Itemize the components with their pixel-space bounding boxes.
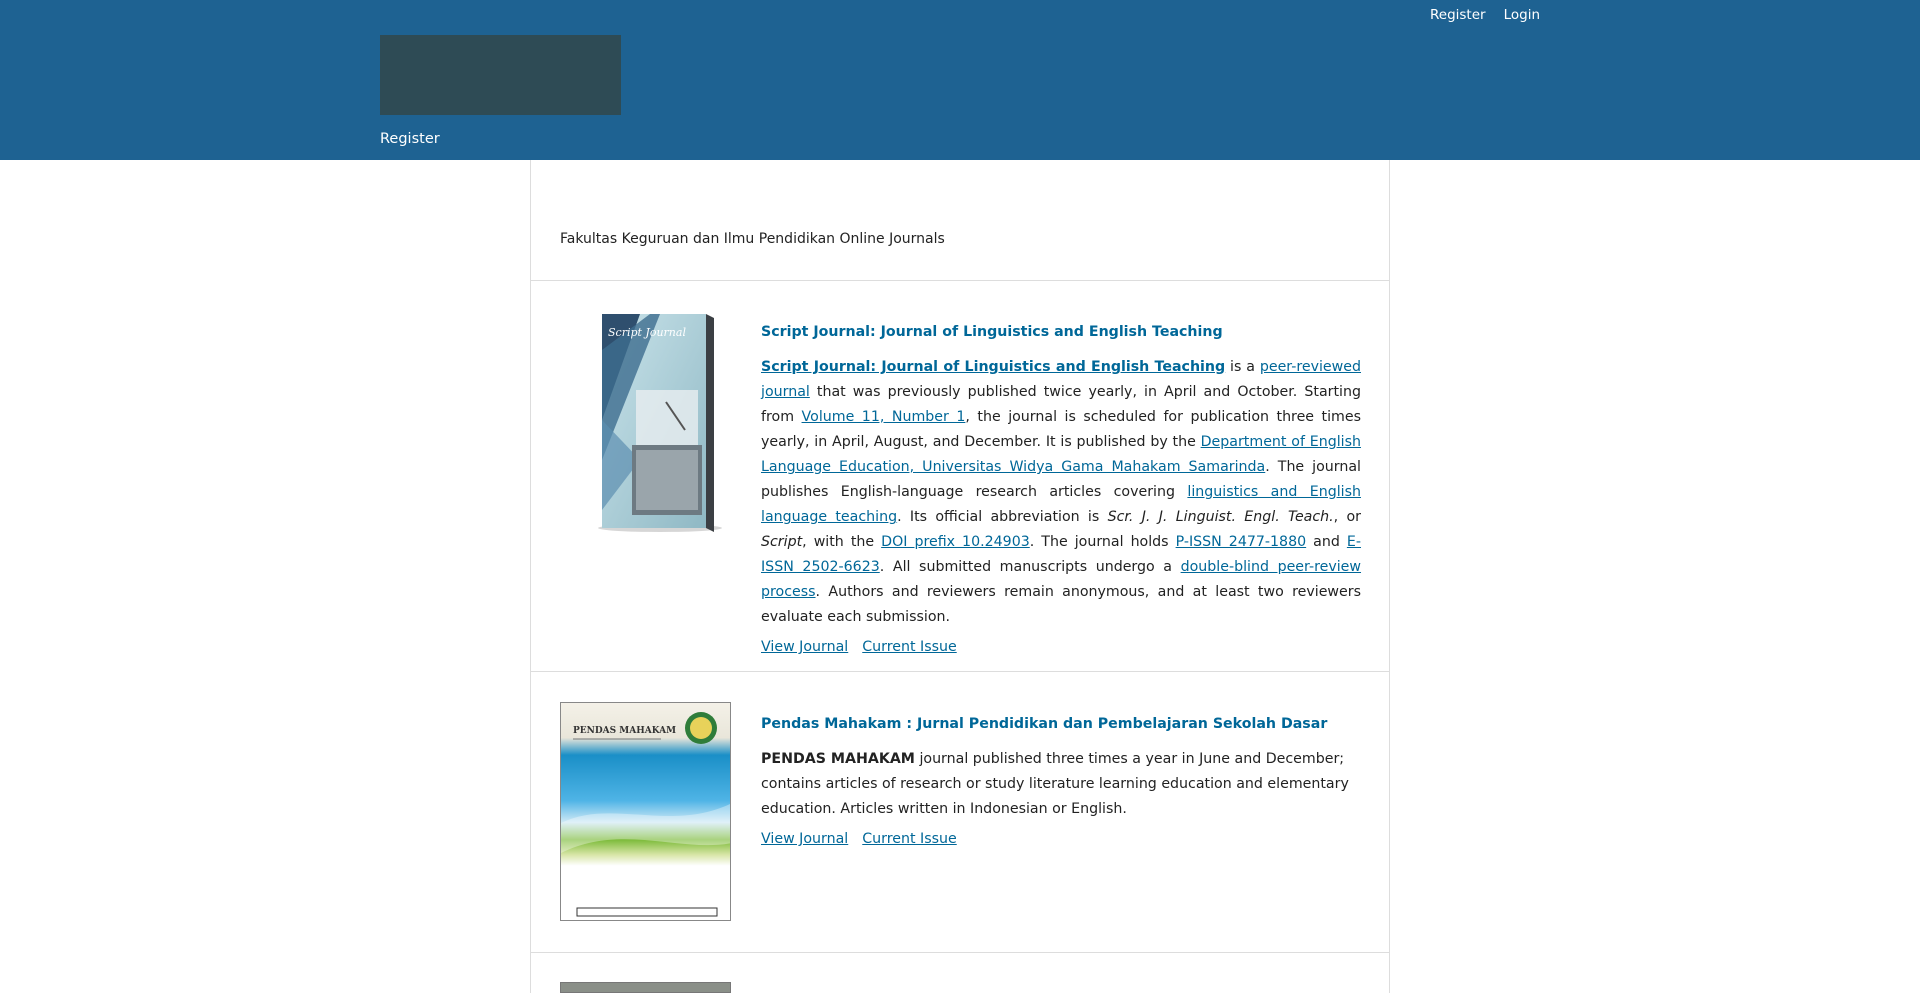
journal-thumbnail[interactable] <box>560 982 731 993</box>
journal-links <box>761 830 1361 848</box>
department-link[interactable]: Department of English Language Education, Universitas Widya Gama Mahakam Samarinda <box>761 434 1361 475</box>
cover-graphic <box>561 703 731 921</box>
journal-name-link[interactable]: Script Journal: Journal of Linguistics and English Teaching <box>761 359 1226 375</box>
journal-description <box>761 747 1361 822</box>
register-link[interactable]: Register <box>1429 7 1486 23</box>
doi-link[interactable]: DOI prefix 10.24903 <box>881 534 1030 550</box>
journal-cover-image <box>560 702 731 921</box>
volume-link[interactable]: Volume 11, Number 1 <box>801 409 966 425</box>
current-issue-link[interactable]: Current Issue <box>862 639 957 655</box>
short-name-text: Script <box>761 534 803 550</box>
abbreviation-text: Scr. J. J. Linguist. Engl. Teach. <box>1107 509 1334 525</box>
site-header <box>0 0 1920 160</box>
view-journal-link[interactable]: View Journal <box>761 639 849 655</box>
review-process-link[interactable]: double-blind peer-review process <box>761 559 1362 600</box>
topic-link[interactable]: linguistics and English language teaching <box>761 484 1361 525</box>
journal-description <box>761 355 1361 630</box>
desc-text: . The journal holds <box>1029 534 1176 550</box>
user-nav <box>1430 7 1540 23</box>
journal-title-link[interactable]: Pendas Mahakam : Jurnal Pendidikan dan Pembelajaran Sekolah Dasar <box>761 716 1328 732</box>
desc-text: , with the <box>802 534 882 550</box>
site-logo[interactable] <box>380 35 621 115</box>
current-issue-link[interactable]: Current Issue <box>862 831 957 847</box>
view-journal-link[interactable]: View Journal <box>761 831 849 847</box>
peer-reviewed-link[interactable]: peer-reviewed journal <box>761 359 1361 400</box>
journal-thumbnail[interactable] <box>560 310 740 545</box>
desc-text: . Authors and reviewers remain anonymous, and at least two reviewers evaluate each submission. <box>761 584 1361 625</box>
divider <box>531 280 1389 281</box>
primary-nav-register[interactable]: Register <box>380 131 440 147</box>
desc-text: is a <box>1225 359 1260 375</box>
main-content <box>530 160 1390 993</box>
svg-text:PENDAS MAHAKAM: PENDAS MAHAKAM <box>573 726 677 736</box>
desc-text: that was previously published twice yearly, in April and October. Starting from <box>761 384 1361 425</box>
journal-name-bold: PENDAS MAHAKAM <box>761 751 915 767</box>
desc-text: . Its official abbreviation is <box>897 509 1108 525</box>
eissn-link[interactable]: E-ISSN 2502-6623 <box>761 534 1361 575</box>
book-cover-image <box>580 310 725 535</box>
desc-text: . The journal publishes English-language research articles covering <box>761 459 1361 500</box>
desc-text: journal published three times a year in June and December; contains articles of research or study literature learning education and elementary education. Articles written in Indonesian or English. <box>761 751 1349 817</box>
divider <box>531 671 1389 672</box>
login-link[interactable]: Login <box>1503 7 1540 23</box>
journal-info <box>761 715 1361 848</box>
site-description: Fakultas Keguruan dan Ilmu Pendidikan Online Journals <box>560 231 945 247</box>
journal-thumbnail[interactable] <box>560 702 731 921</box>
desc-text: , or <box>1333 509 1362 525</box>
journal-info <box>761 323 1361 656</box>
svg-text:Script Journal: Script Journal <box>608 326 686 339</box>
desc-text: and <box>1306 534 1347 550</box>
desc-text: , the journal is scheduled for publication three times yearly, in April, August, and December. It is published by the <box>761 409 1361 450</box>
pissn-link[interactable]: P-ISSN 2477-1880 <box>1175 534 1307 550</box>
journal-title-link[interactable]: Script Journal: Journal of Linguistics and English Teaching <box>761 324 1223 340</box>
journal-links <box>761 638 1361 656</box>
divider <box>531 952 1389 953</box>
desc-text: . All submitted manuscripts undergo a <box>879 559 1181 575</box>
